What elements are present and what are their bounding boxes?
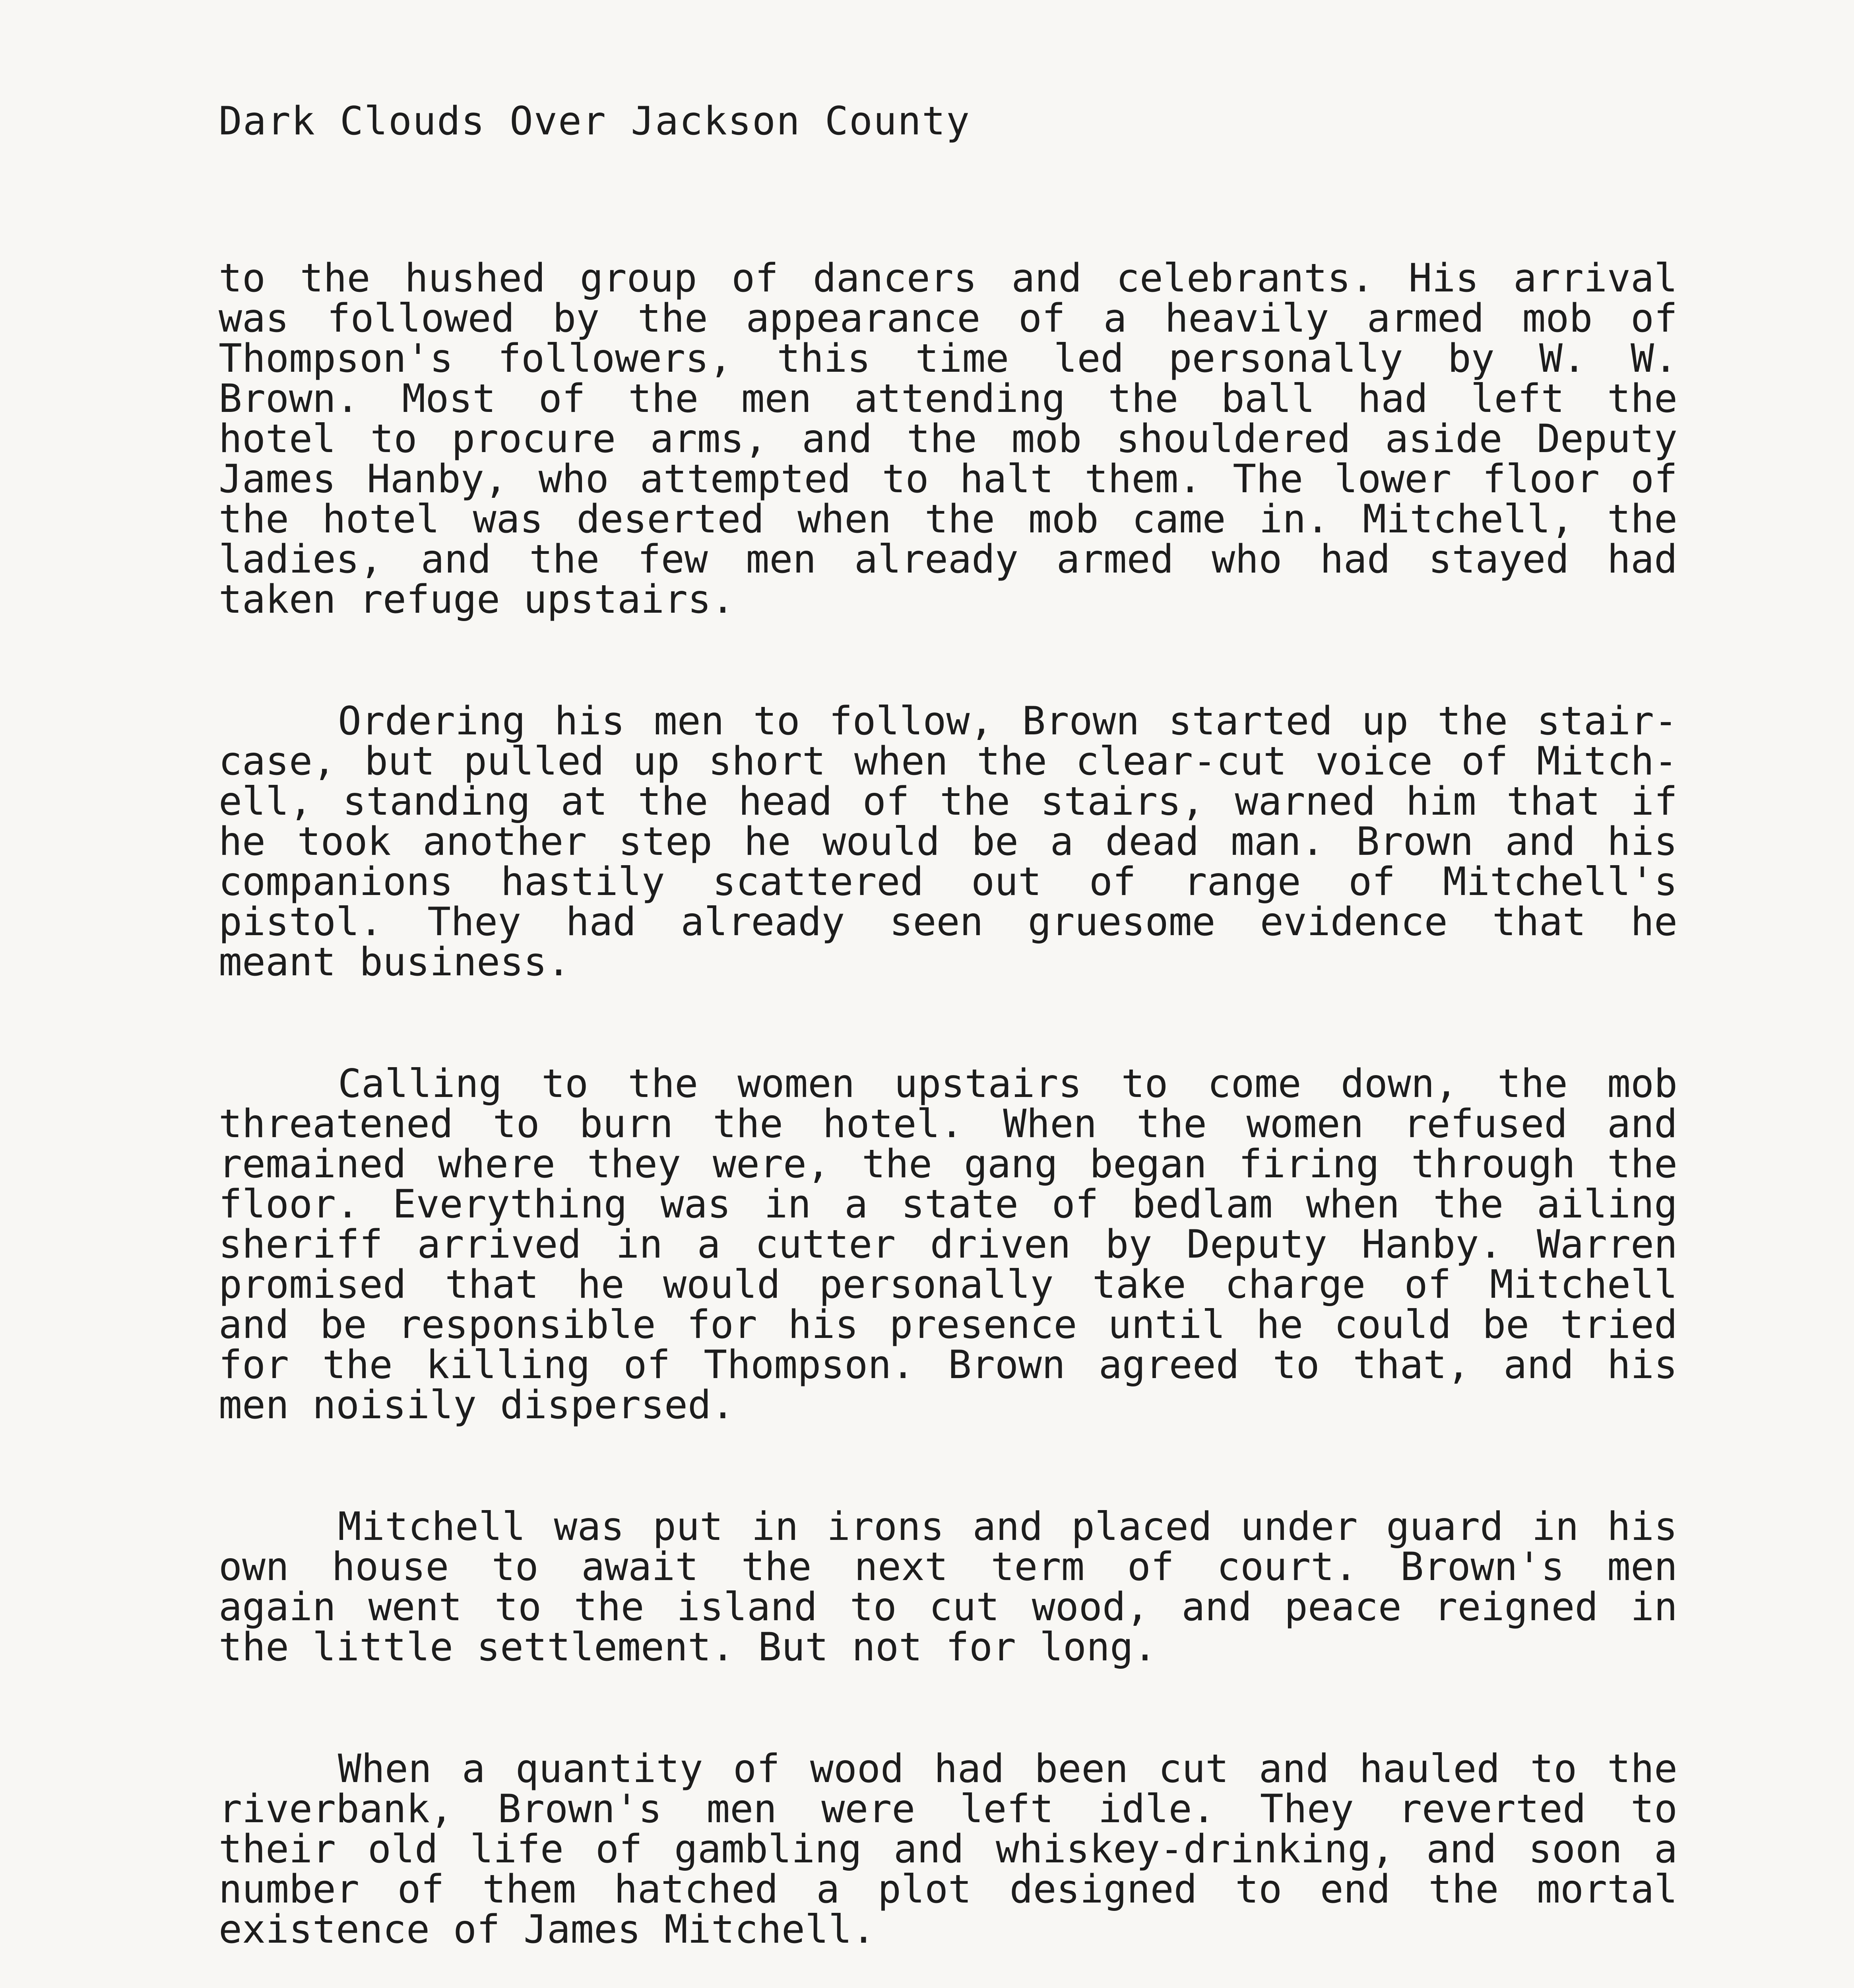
text-line: again went to the island to cut wood, and peace reigned in [219, 1584, 1678, 1630]
text-line: and be responsible for his presence until he could be tried [219, 1302, 1678, 1347]
text-line: remained where they were, the gang began firing through the [219, 1142, 1678, 1187]
text-line: meant business. [219, 940, 571, 985]
text-line: taken refuge upstairs. [219, 577, 735, 622]
paragraph-2 [219, 699, 1678, 985]
text-line: existence of James Mitchell. [219, 1907, 876, 1952]
text-line: ell, standing at the head of the stairs, warned him that if [219, 779, 1678, 824]
paragraph-1 [219, 258, 1678, 620]
text-line: companions hastily scattered out of range of Mitchell's [219, 859, 1678, 905]
text-line: ladies, and the few men already armed who had stayed had [219, 537, 1678, 582]
text-line: threatened to burn the hotel. When the women refused and [219, 1101, 1678, 1147]
text-line: men noisily dispersed. [219, 1382, 735, 1428]
text-line: floor. Everything was in a state of bedlam when the ailing [219, 1182, 1678, 1227]
text-line: their old life of gambling and whiskey-drinking, and soon a [219, 1827, 1678, 1872]
text-line: riverbank, Brown's men were left idle. They reverted to [219, 1786, 1678, 1832]
paragraph-4 [219, 1504, 1678, 1670]
text-line: the little settlement. But not for long. [219, 1625, 1157, 1670]
text-line: he took another step he would be a dead man. Brown and his [219, 819, 1678, 864]
text-line: Mitchell was put in irons and placed under guard in his [338, 1504, 1678, 1549]
text-line: promised that he would personally take charge of Mitchell [219, 1262, 1678, 1307]
running-header: Dark Clouds Over Jackson County [219, 99, 971, 144]
text-line: Brown. Most of the men attending the ball had left the [219, 376, 1678, 421]
body-text [219, 258, 1678, 1988]
text-line: for the killing of Thompson. Brown agreed to that, and his [219, 1342, 1678, 1388]
text-line: was followed by the appearance of a heavily armed mob of [219, 296, 1678, 341]
text-line: case, but pulled up short when the clear-cut voice of Mitch- [219, 739, 1678, 784]
text-line: Thompson's followers, this time led personally by W. W. [219, 336, 1678, 381]
text-line: to the hushed group of dancers and celebrants. His arrival [219, 256, 1678, 301]
text-line: Ordering his men to follow, Brown started up the stair- [338, 699, 1678, 744]
text-line: Calling to the women upstairs to come down, the mob [338, 1061, 1678, 1107]
text-line: number of them hatched a plot designed to end the mortal [219, 1867, 1678, 1912]
text-line: hotel to procure arms, and the mob shouldered aside Deputy [219, 416, 1678, 462]
paragraph-5 [219, 1746, 1678, 1952]
text-line: James Hanby, who attempted to halt them. The lower floor of [219, 456, 1678, 502]
text-line: When a quantity of wood had been cut and hauled to the [338, 1746, 1678, 1792]
text-line: own house to await the next term of court. Brown's men [219, 1544, 1678, 1590]
paragraph-3 [219, 1061, 1678, 1428]
text-line: sheriff arrived in a cutter driven by Deputy Hanby. Warren [219, 1222, 1678, 1267]
text-line: pistol. They had already seen gruesome evidence that he [219, 899, 1678, 945]
text-line: the hotel was deserted when the mob came in. Mitchell, the [219, 497, 1678, 542]
